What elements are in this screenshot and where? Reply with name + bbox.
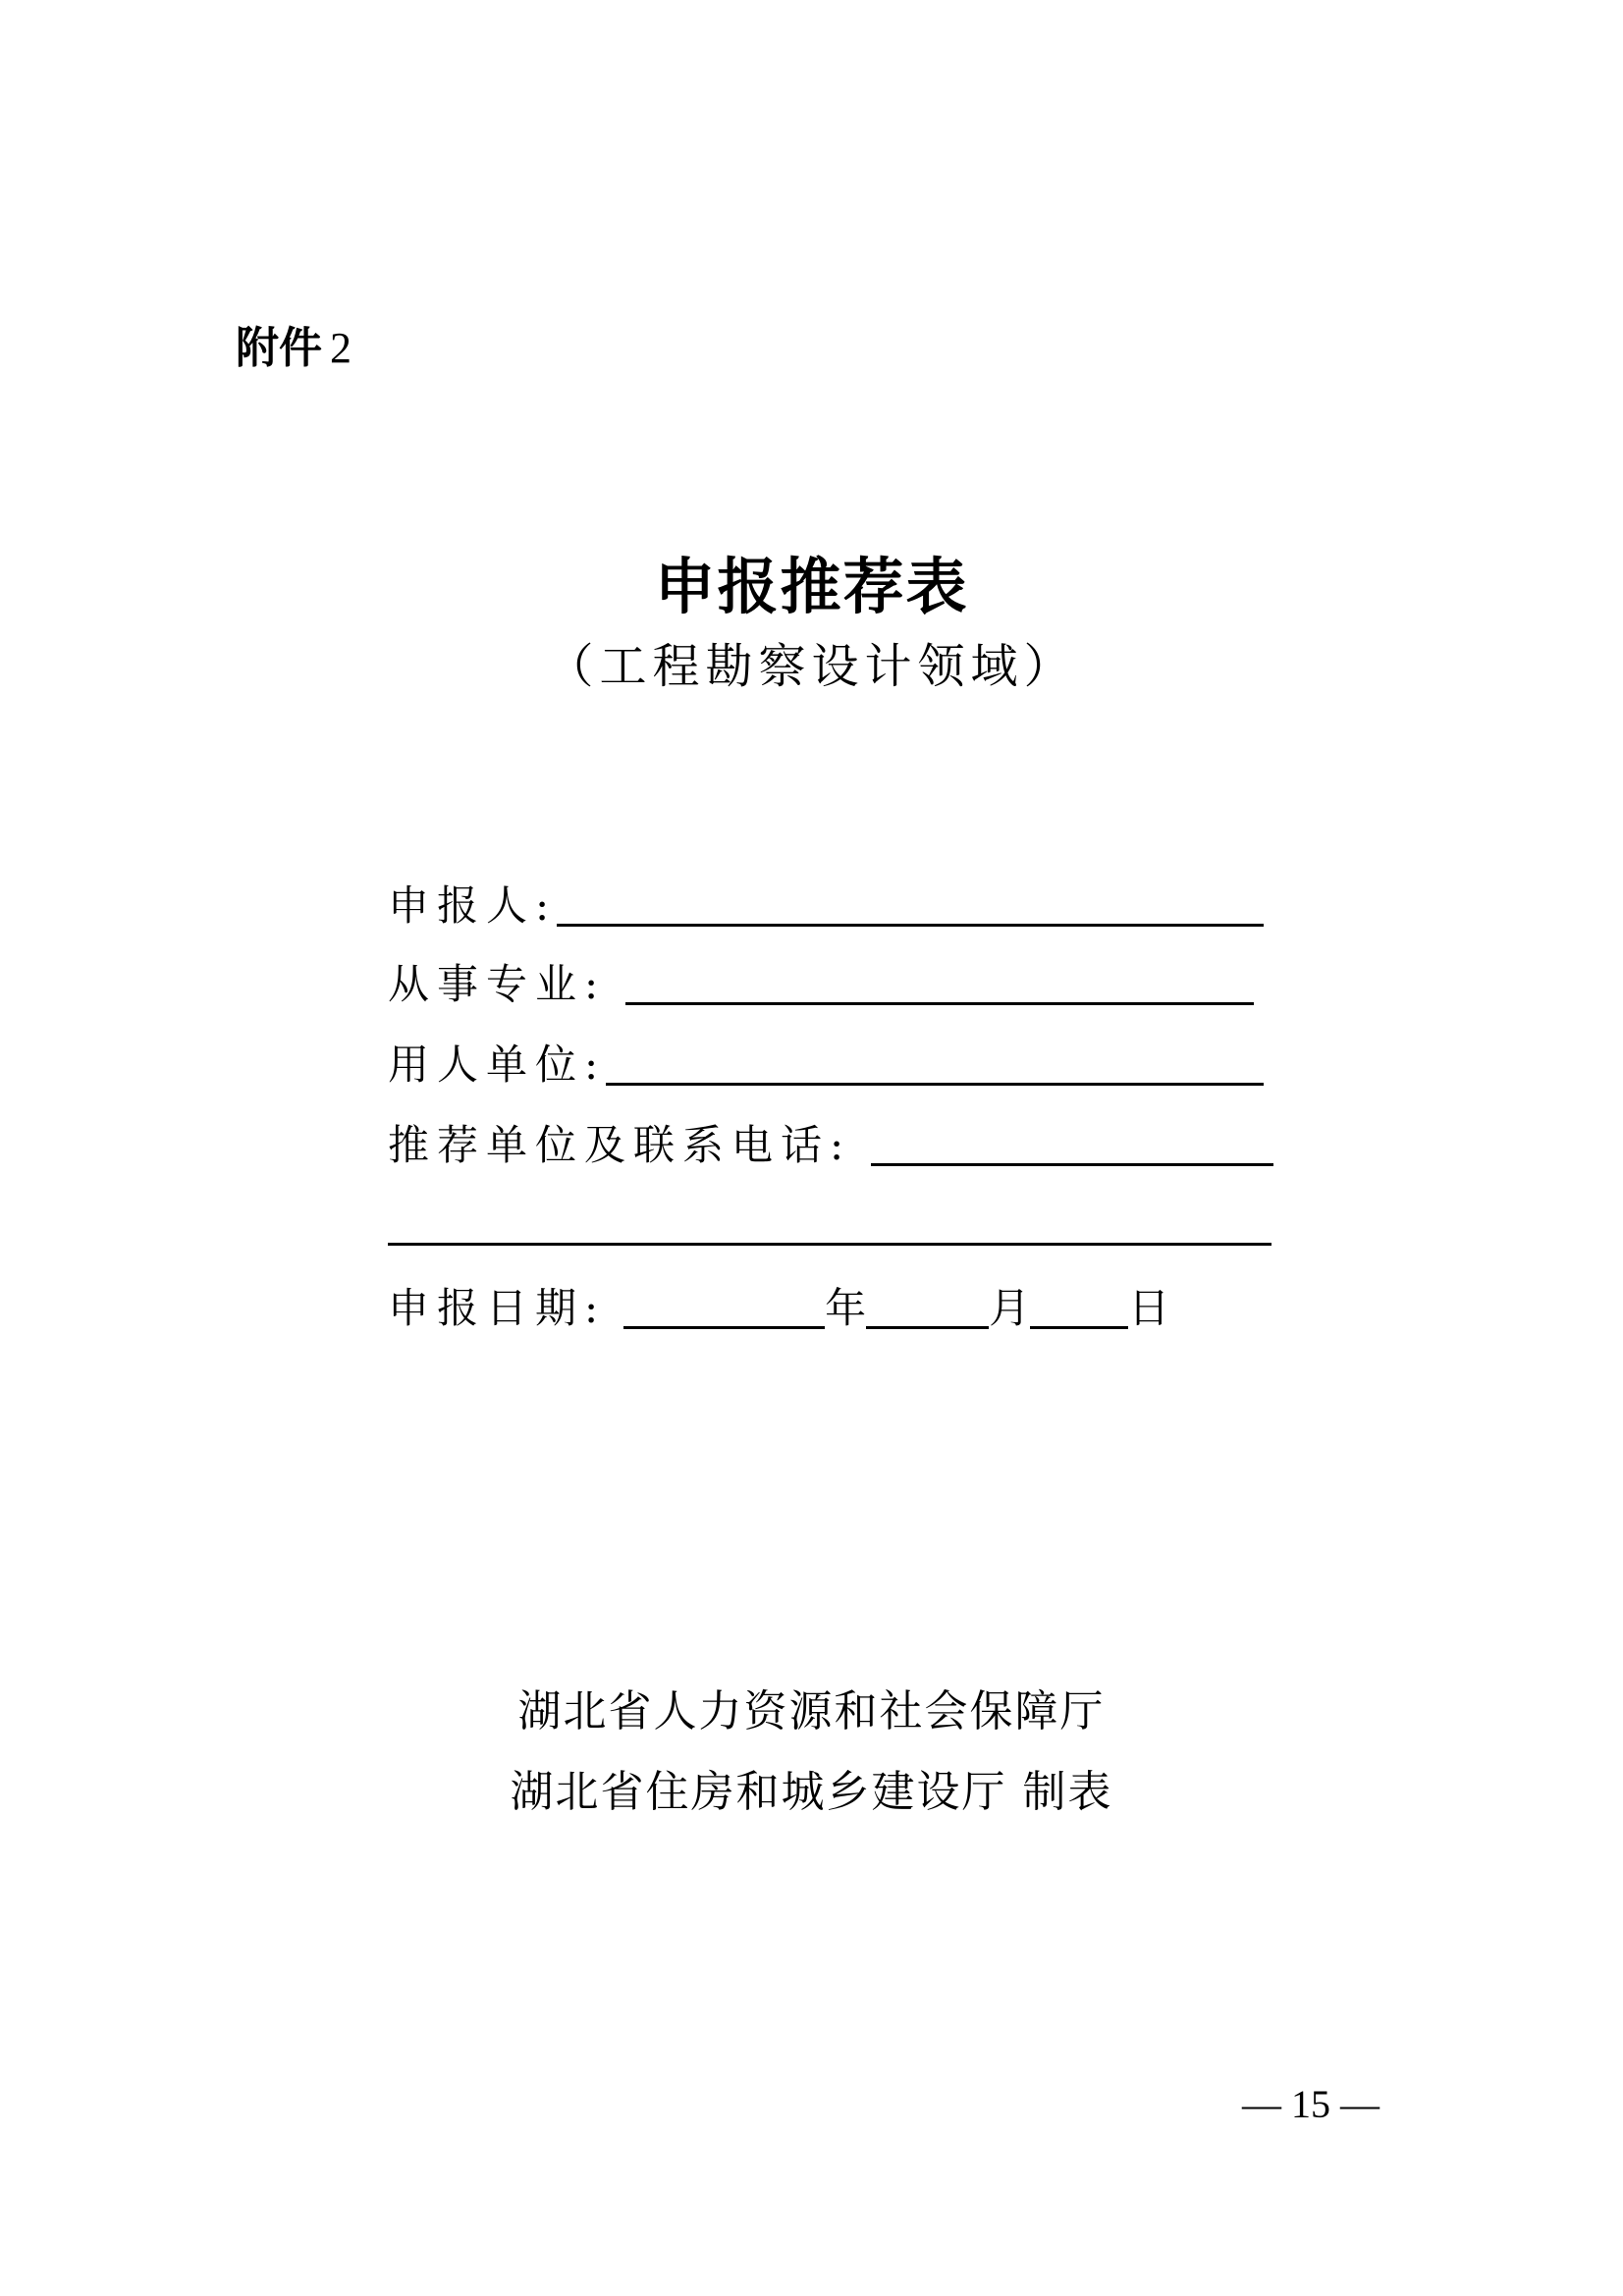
form-title: 申报推荐表 xyxy=(654,551,969,622)
date-row xyxy=(388,1276,1177,1335)
applicant-field[interactable] xyxy=(557,922,1264,927)
employer-row xyxy=(388,1033,1264,1092)
issuer-line-2: 湖北省住房和城乡建设厅 制表 xyxy=(510,1767,1113,1817)
day-label: 日 xyxy=(1128,1284,1178,1332)
attachment-number: 2 xyxy=(330,324,352,372)
page-number: — 15 — xyxy=(1242,2082,1380,2126)
issuer-line-1: 湖北省人力资源和社会保障厅 xyxy=(517,1686,1106,1736)
recommender-row xyxy=(388,1113,1273,1172)
month-label: 月 xyxy=(989,1284,1039,1332)
profession-field[interactable] xyxy=(625,1000,1254,1005)
attachment-text: 附件 xyxy=(236,323,322,373)
year-field[interactable] xyxy=(623,1324,825,1329)
recommender-field-continued[interactable] xyxy=(388,1243,1271,1246)
employer-field[interactable] xyxy=(606,1081,1264,1086)
recommender-field[interactable] xyxy=(871,1161,1273,1166)
year-label: 年 xyxy=(825,1284,875,1332)
profession-row xyxy=(388,952,1254,1011)
applicant-row xyxy=(388,874,1264,933)
profession-label: 从事专业: xyxy=(388,960,607,1008)
employer-label: 用人单位: xyxy=(388,1041,607,1089)
applicant-label: 申报人: xyxy=(388,881,558,930)
month-field[interactable] xyxy=(866,1324,989,1329)
attachment-label xyxy=(236,312,352,375)
form-subtitle: （工程勘察设计领域） xyxy=(546,639,1077,694)
day-field[interactable] xyxy=(1030,1324,1128,1329)
recommender-label: 推荐单位及联系电话: xyxy=(388,1121,852,1169)
date-label: 申报日期: xyxy=(388,1284,607,1332)
